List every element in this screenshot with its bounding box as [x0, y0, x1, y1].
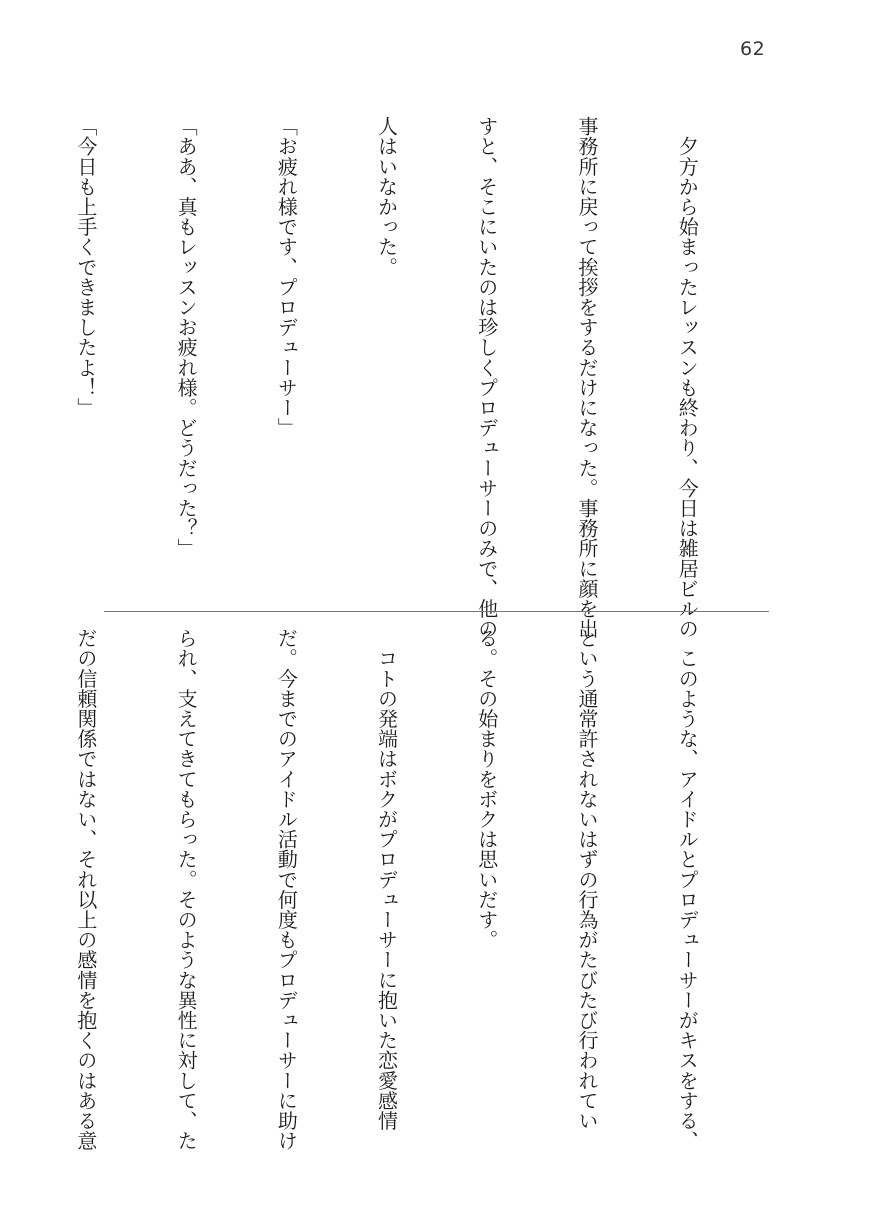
- text-line: [0, 628, 2, 1123]
- text-line: 夕方から始まったレッスンも終わり、今日は雑居ビルの: [675, 116, 700, 639]
- text-line: 「お疲れ様です、プロデューサー」: [274, 116, 299, 438]
- upper-text-block: [73, 116, 770, 639]
- text-line: 事務所に戻って挨拶をするだけになった。事務所に顔を出: [574, 116, 599, 639]
- text-line: コトの発端はボクがプロデューサーに抱いた恋愛感情: [374, 628, 399, 1131]
- text-line: る。その始まりをボクは思いだす。: [474, 628, 499, 950]
- text-line: だの信頼関係ではない、それ以上の感情を抱くのはある意: [73, 628, 98, 1151]
- text-line: 「今日も上手くできましたよ！」: [73, 116, 98, 418]
- text-line: [0, 116, 2, 592]
- text-line: られ、支えてきてもらった。そのような異性に対して、た: [174, 628, 199, 1151]
- text-line: すと、そこにいたのは珍しくプロデューサーのみで、他の: [474, 116, 499, 639]
- text-line: だ。今までのアイドル活動で何度もプロデューサーに助け: [274, 628, 299, 1151]
- text-line: このような、アイドルとプロデューサーがキスをする、: [675, 628, 700, 1151]
- page-number: 62: [740, 38, 766, 60]
- section-divider: [104, 611, 769, 612]
- text-line: という通常許されないはずの行為がたびたび行われてい: [574, 628, 599, 1131]
- text-line: 人はいなかった。: [374, 116, 399, 277]
- lower-text-block: [73, 628, 770, 1151]
- text-line: 「ああ、真もレッスンお疲れ様。どうだった？」: [174, 116, 199, 559]
